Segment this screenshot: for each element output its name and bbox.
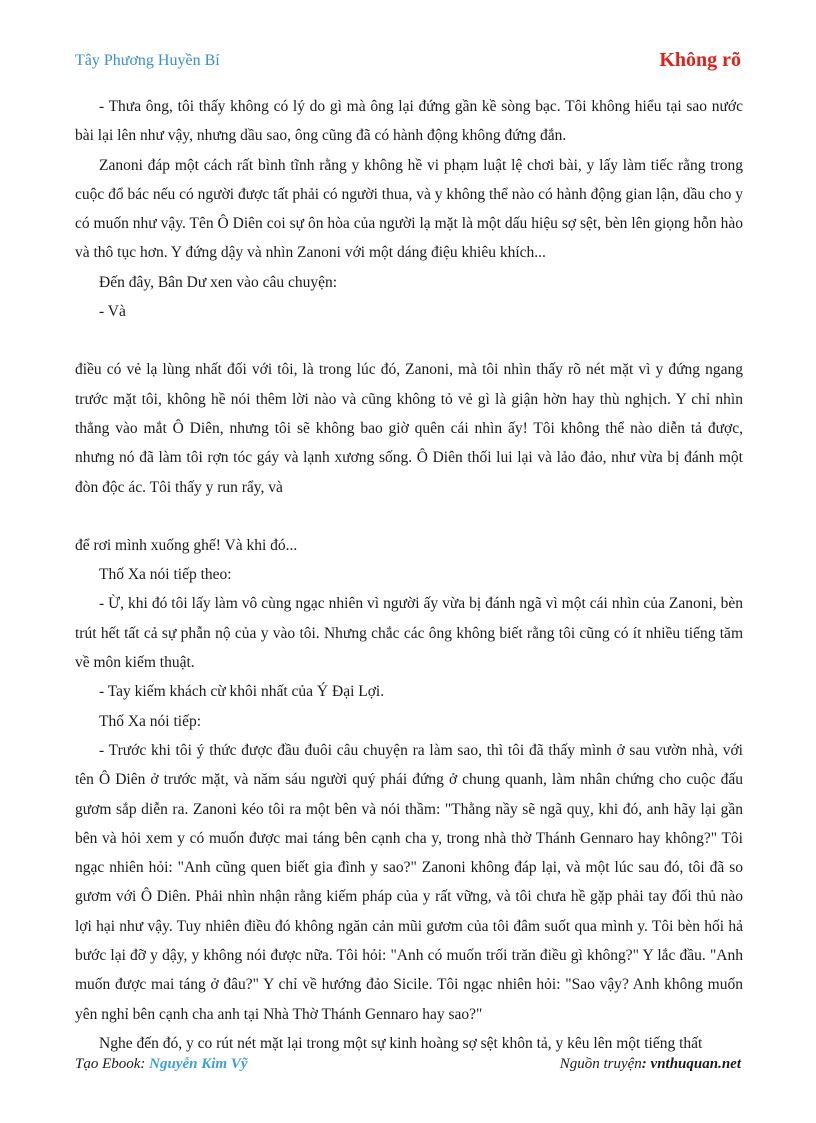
footer-source-separator: : xyxy=(641,1056,651,1072)
paragraph-11: - Trước khi tôi ý thức được đầu đuôi câu chuyện ra làm sao, thì tôi đã thấy mình ở sau vườn nhà, với tên Ô Diên ở trước mặt, và năm sáu người quý phái đứng ở chung quanh, làm nhân chứng cho cuộc đấu gươm sắp diễn ra. Zanoni kéo tôi ra một bên và nói thầm: "Thằng nầy sẽ ngã quỵ, khi đó, anh hãy lại gần bên và hỏi xem y có muốn được mai táng bên cạnh cha y, trong nhà thờ Thánh Gennaro hay không?" Tôi ngạc nhiên hỏi: "Anh cũng quen biết gia đình y sao?" Zanoni không đáp lại, và một lúc sau đó, tôi đã so gươm với Ô Diên. Phải nhìn nhận rằng kiếm pháp của y rất vững, và tôi chưa hề gặp phải tay đối thủ nào lợi hại như vậy. Tuy nhiên điều đó không ngăn cản mũi gươm của tôi đâm suốt qua mình y. Tôi bèn hối hả bước lại đỡ y dậy, y không nói được nữa. Tôi hỏi: "Anh có muốn trối trăn điều gì không?" Y lắc đầu. "Anh muốn được mai táng ở đâu?" Y chỉ về hướng đảo Sicile. Tôi ngạc nhiên hỏi: "Sao vậy? Anh không muốn yên nghỉ bên cạnh cha anh tại Nhà Thờ Thánh Gennaro hay sao?" xyxy=(75,741,743,1023)
paragraph-9: - Tay kiếm khách cừ khôi nhất của Ý Đại Lợi. xyxy=(99,683,385,701)
footer-ebook-credit xyxy=(75,1056,248,1073)
paragraph-12: Nghe đến đó, y co rút nét mặt lại trong một sự kinh hoàng sợ sệt khôn tả, y kêu lên một tiếng thất xyxy=(99,1034,703,1052)
paragraph-4: - Và xyxy=(99,303,126,321)
paragraph-10: Thố Xa nói tiếp: xyxy=(99,712,202,730)
paragraph-2: Zanoni đáp một cách rất bình tĩnh rằng y không hề vi phạm luật lệ chơi bài, y lấy làm tiếc rằng trong cuộc đổ bác nếu có người được tất phải có người thua, và y không thể nào có hành động gian lận, dầu cho y có muốn như vậy. Tên Ô Diên coi sự ôn hòa của người lạ mặt là một dấu hiệu sợ sệt, bèn lên giọng hỗn hào và thô tục hơn. Y đứng dậy và nhìn Zanoni với một dáng điệu khiêu khích... xyxy=(75,156,743,262)
footer-ebook-label: Tạo Ebook xyxy=(75,1056,141,1072)
footer-ebook-separator: : xyxy=(140,1056,150,1072)
document-body xyxy=(75,92,743,1058)
paragraph-5: điều có vẻ lạ lùng nhất đối với tôi, là trong lúc đó, Zanoni, mà tôi nhìn thấy rõ nét mặt vì y đứng ngang trước mặt tôi, không hề nói thêm lời nào và cũng không tỏ vẻ gì là giận hờn hay thù nghịch. Y chỉ nhìn thẳng vào mắt Ô Diên, nhưng tôi sẽ không bao giờ quên cái nhìn ấy! Tôi không thể nào diễn tả được, nhưng nó đã làm tôi rợn tóc gáy và lạnh xương sống. Ô Diên thối lui lại và lảo đảo, như vừa bị đánh một đòn độc ác. Tôi thấy y run rẩy, và xyxy=(75,361,743,496)
paragraph-7: Thố Xa nói tiếp theo: xyxy=(99,566,232,584)
footer-ebook-name: Nguyễn Kim Vỹ xyxy=(149,1056,248,1072)
header-book-title: Tây Phương Huyền Bí xyxy=(75,52,220,69)
paragraph-8: - Ừ, khi đó tôi lấy làm vô cùng ngạc nhiên vì người ấy vừa bị đánh ngã vì một cái nhìn của Zanoni, bèn trút hết tất cả sự phẫn nộ của y vào tôi. Nhưng chắc các ông không biết rằng tôi cũng có ít nhiều tiếng tăm về môn kiếm thuật. xyxy=(75,595,743,672)
paragraph-1: - Thưa ông, tôi thấy không có lý do gì mà ông lại đứng gần kề sòng bạc. Tôi không hiểu tại sao nước bài lại lên như vậy, nhưng dầu sao, ông cũng đã có hành động không đứng đắn. xyxy=(75,98,743,145)
paragraph-gap xyxy=(75,326,743,355)
paragraph-3: Đến đây, Bân Dư xen vào câu chuyện: xyxy=(99,273,338,291)
paragraph-6: để rơi mình xuống ghế! Và khi đó... xyxy=(75,536,298,554)
footer-source-credit xyxy=(560,1056,741,1073)
footer-source-site: vnthuquan.net xyxy=(650,1056,741,1072)
header-author: Không rõ xyxy=(659,49,741,71)
footer-source-label: Nguồn truyện xyxy=(559,1056,642,1072)
paragraph-gap xyxy=(75,502,743,531)
